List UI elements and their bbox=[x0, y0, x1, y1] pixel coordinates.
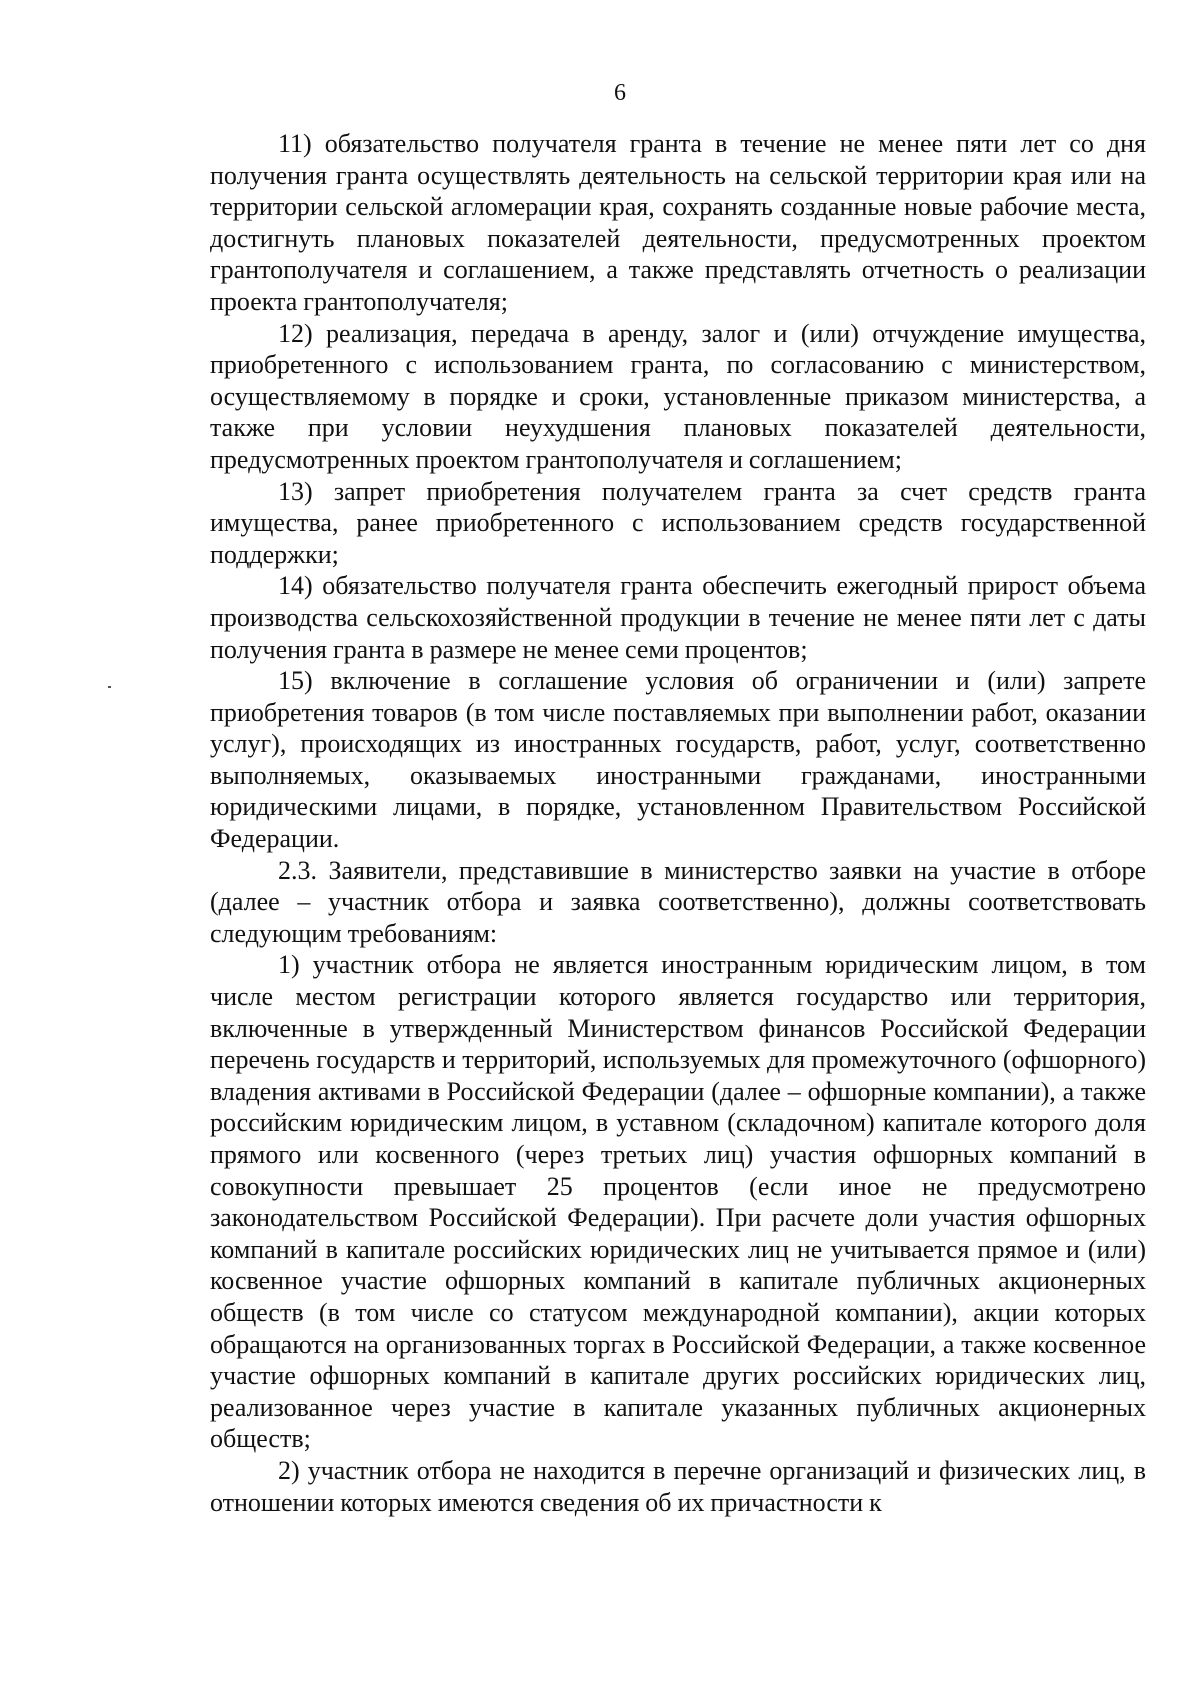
scan-speck bbox=[108, 686, 111, 688]
paragraph-item-11: 11) обязательство получателя гранта в течение не менее пяти лет со дня получения гранта осуществлять деятельность на сельской территории края или на территории сельской агломерации края, сохранять созданные новые рабочие места, достигнуть плановых показателей деятельности, предусмотренных проектом грантополучателя и соглашением, а также представлять отчетность о реализации проекта грантополучателя; bbox=[210, 129, 1146, 316]
page-number: 6 bbox=[614, 80, 626, 106]
paragraph-requirement-1: 1) участник отбора не является иностранным юридическим лицом, в том числе местом регистрации которого является государство или территория, включенные в утвержденный Министерством финансов Российской Федерации перечень государств и территорий, используемых для промежуточного (офшорного) владения активами в Российской Федерации (далее – офшорные компании), а также российским юридическим лицом, в уставном (складочном) капитале которого доля прямого или косвенного (через третьих лиц) участия офшорных компаний в совокупности превышает 25 процентов (если иное не предусмотрено законодательством Российской Федерации). При расчете доли участия офшорных компаний в капитале российских юридических лиц не учитывается прямое и (или) косвенное участие офшорных компаний в капитале публичных акционерных обществ (в том числе со статусом международной компании), акции которых обращаются на организованных торгах в Российской Федерации, а также косвенное участие офшорных компаний в капитале других российских юридических лиц, реализованное через участие в капитале указанных публичных акционерных обществ; bbox=[210, 950, 1146, 1454]
paragraph-item-14: 14) обязательство получателя гранта обеспечить ежегодный прирост объема производства сельскохозяйственной продукции в течение не менее пяти лет с даты получения гранта в размере не менее семи процентов; bbox=[210, 571, 1146, 664]
paragraph-item-15: 15) включение в соглашение условия об ограничении и (или) запрете приобретения товаров (в том числе поставляемых при выполнении работ, оказании услуг), происходящих из иностранных государств, работ, услуг, соответственно выполняемых, оказываемых иностранными гражданами, иностранными юридическими лицами, в порядке, установленном Правительством Российской Федерации. bbox=[210, 666, 1146, 854]
paragraph-item-13: 13) запрет приобретения получателем гранта за счет средств гранта имущества, ранее приобретенного с использованием средств государственной поддержки; bbox=[210, 476, 1146, 569]
paragraph-requirement-2: 2) участник отбора не находится в перечне организаций и физических лиц, в отношении которых имеются сведения об их причастности к bbox=[210, 1455, 1146, 1517]
document-body bbox=[210, 128, 1146, 1518]
paragraph-item-12: 12) реализация, передача в аренду, залог и (или) отчуждение имущества, приобретенного с использованием гранта, по согласованию с министерством, осуществляемому в порядке и сроки, установленные приказом министерства, а также при условии неухудшения плановых показателей деятельности, предусмотренных проектом грантополучателя и соглашением; bbox=[210, 318, 1146, 474]
paragraph-section-2-3: 2.3. Заявители, представившие в министерство заявки на участие в отборе (далее – участник отбора и заявка соответственно), должны соответствовать следующим требованиям: bbox=[210, 855, 1146, 948]
